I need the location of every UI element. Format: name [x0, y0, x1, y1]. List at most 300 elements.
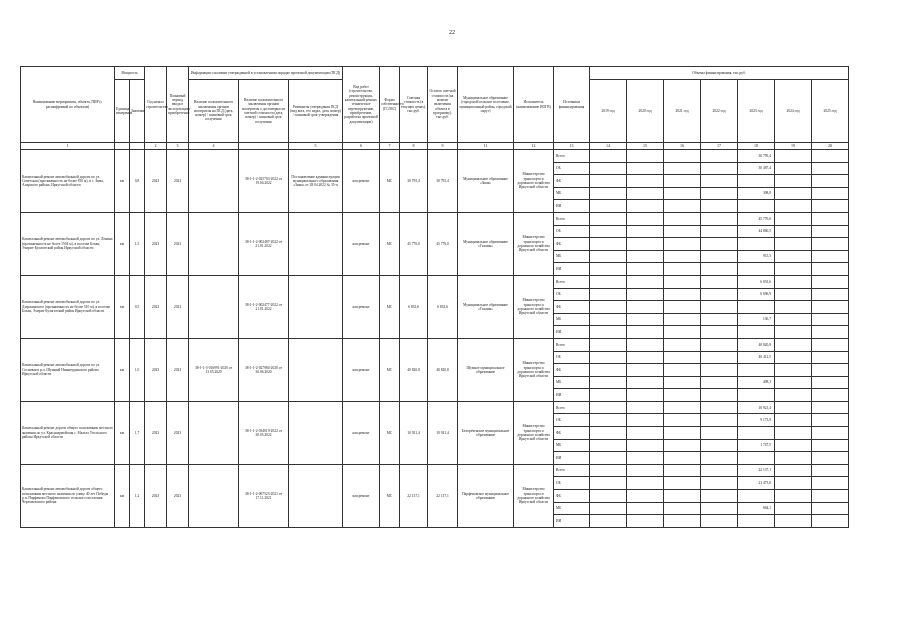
- funding-2023-value: 915,5: [738, 250, 775, 263]
- object-commission-year: 2023: [167, 464, 189, 527]
- object-ownership: МС: [380, 275, 400, 338]
- col-approval-header: Реквизиты утверждения ПСД (вид акта, его издал, дата, номер) / плановый срок утверждения: [289, 80, 343, 143]
- col-number: [130, 143, 145, 150]
- funding-year-cell: [701, 439, 738, 452]
- funding-year-cell: [664, 376, 701, 389]
- funding-year-cell: [812, 250, 849, 263]
- funding-year-cell: [812, 414, 849, 427]
- funding-year-cell: [590, 263, 627, 276]
- col-number: 20: [812, 143, 849, 150]
- funding-source: ИИ: [554, 200, 590, 213]
- funding-year-cell: [812, 515, 849, 528]
- funding-year-cell: [664, 288, 701, 301]
- col-year-header: 2020 год: [627, 80, 664, 143]
- object-start-year: 2023: [145, 338, 167, 401]
- col-number: 7: [380, 143, 400, 150]
- funding-2023-value: 30 487,4: [738, 162, 775, 175]
- object-name: Капитальный ремонт автомобильной дороги общего пользования местного значения по улице 40 лет Победы р.п. Парфеново Парфеновского сельского поселения Черемховского района: [21, 464, 115, 527]
- funding-year-cell: [627, 225, 664, 238]
- funding-year-cell: [627, 200, 664, 213]
- funding-year-cell: [775, 364, 812, 377]
- page-number: 22: [449, 30, 455, 36]
- funding-source: ИИ: [554, 515, 590, 528]
- funding-year-cell: [701, 515, 738, 528]
- object-unit: км: [115, 150, 130, 213]
- object-executor: Министерство транспорта и дорожного хозяйства Иркутской области: [514, 401, 554, 464]
- object-work-type: кап.ремонт: [343, 150, 380, 213]
- object-name: Капитальный ремонт автомобильной дороги по ул. Советская (протяженность не более 810 м), в с. Зима, Аларского района, Иркутской области: [21, 150, 115, 213]
- funding-source: ИИ: [554, 326, 590, 339]
- object-cost-check: 38-1-1-2-002477-2022 от 21.01.2022: [239, 275, 289, 338]
- funding-year-cell: [701, 376, 738, 389]
- funding-year-cell: [775, 401, 812, 414]
- col-number: 9: [428, 143, 458, 150]
- col-number: [239, 143, 289, 150]
- object-capacity-value: 1,5: [130, 212, 145, 275]
- col-number: 17: [701, 143, 738, 150]
- funding-year-cell: [590, 326, 627, 339]
- object-start-year: 2023: [145, 401, 167, 464]
- funding-year-cell: [664, 477, 701, 490]
- funding-year-cell: [664, 338, 701, 351]
- object-municipality: Муниципальное образование «Гаханы»: [458, 275, 514, 338]
- funding-year-cell: [812, 263, 849, 276]
- funding-year-cell: [590, 150, 627, 163]
- funding-source: ФБ: [554, 364, 590, 377]
- object-executor: Министерство транспорта и дорожного хозяйства Иркутской области: [514, 150, 554, 213]
- funding-year-cell: [812, 288, 849, 301]
- funding-year-cell: [775, 301, 812, 314]
- object-executor: Министерство транспорта и дорожного хозяйства Иркутской области: [514, 275, 554, 338]
- funding-source: МБ: [554, 439, 590, 452]
- object-capacity-value: 1,2: [130, 464, 145, 527]
- table-row: [21, 401, 849, 414]
- funding-year-cell: [590, 301, 627, 314]
- funding-year-cell: [590, 490, 627, 503]
- funding-year-cell: [812, 490, 849, 503]
- funding-year-cell: [701, 338, 738, 351]
- object-municipality: Белореченское муниципальное образование: [458, 401, 514, 464]
- col-number: 5: [289, 143, 343, 150]
- funding-year-cell: [627, 212, 664, 225]
- funding-year-cell: [664, 515, 701, 528]
- funding-2023-value: 664,1: [738, 502, 775, 515]
- col-number: 14: [590, 143, 627, 150]
- funding-year-cell: [701, 150, 738, 163]
- object-cost-check: 38-1-1-2-025703-2022 от 19.04.2022: [239, 150, 289, 213]
- funding-year-cell: [590, 351, 627, 364]
- funding-source: МБ: [554, 250, 590, 263]
- col-funding-volume-header: Объемы финансирования, тыс.руб.: [590, 67, 849, 80]
- funding-year-cell: [664, 490, 701, 503]
- funding-year-cell: [775, 515, 812, 528]
- object-start-year: 2023: [145, 275, 167, 338]
- object-name: Капитальный ремонт автомобильной дороги по ул. Дзержинского (протяженность не более 510 м), в поселке Бохан, Эхирит-Булагатский район Иркутской области: [21, 275, 115, 338]
- funding-year-cell: [664, 200, 701, 213]
- funding-2023-value: [738, 389, 775, 402]
- funding-year-cell: [701, 225, 738, 238]
- table-row: [21, 275, 849, 288]
- funding-year-cell: [590, 250, 627, 263]
- funding-year-cell: [775, 288, 812, 301]
- object-expertise: 38-1-1-3-016991-2020 от 13.05.2020: [189, 338, 239, 401]
- funding-year-cell: [775, 502, 812, 515]
- funding-2023-value: 10 921,4: [738, 401, 775, 414]
- funding-year-cell: [775, 338, 812, 351]
- funding-2023-value: 1 747,5: [738, 439, 775, 452]
- object-municipality: Муниципальное образование «Зима»: [458, 150, 514, 213]
- funding-year-cell: [664, 502, 701, 515]
- object-start-year: 2023: [145, 464, 167, 527]
- funding-year-cell: [701, 490, 738, 503]
- funding-year-cell: [590, 175, 627, 188]
- funding-year-cell: [664, 150, 701, 163]
- funding-year-cell: [775, 376, 812, 389]
- funding-source: ФБ: [554, 238, 590, 251]
- funding-year-cell: [627, 401, 664, 414]
- funding-year-cell: [775, 439, 812, 452]
- object-name: Капитальный ремонт автомобильной дороги по ул. Сосновая в р.п. Шумный Нижнеудинского района Иркутской области: [21, 338, 115, 401]
- funding-year-cell: [590, 238, 627, 251]
- funding-year-cell: [701, 212, 738, 225]
- funding-year-cell: [701, 414, 738, 427]
- object-cost-check: 38-1-1-2-067523-2021 от 17.11.2021: [239, 464, 289, 527]
- object-municipality: Парфеновское муниципальное образование: [458, 464, 514, 527]
- funding-year-cell: [701, 250, 738, 263]
- funding-year-cell: [664, 464, 701, 477]
- funding-2023-value: 30 795,4: [738, 150, 775, 163]
- funding-year-cell: [627, 301, 664, 314]
- funding-year-cell: [775, 150, 812, 163]
- object-work-type: кап.ремонт: [343, 212, 380, 275]
- col-number: 3: [167, 143, 189, 150]
- funding-source: Всего: [554, 275, 590, 288]
- object-ownership: МС: [380, 212, 400, 275]
- funding-2023-value: [738, 364, 775, 377]
- object-estimate: 30 795,4: [400, 150, 428, 213]
- funding-2023-value: 136,7: [738, 313, 775, 326]
- object-ownership: МС: [380, 401, 400, 464]
- object-remaining: 6 833,6: [428, 275, 458, 338]
- funding-year-cell: [701, 477, 738, 490]
- col-number: 8: [400, 143, 428, 150]
- col-number: 11: [458, 143, 514, 150]
- funding-2023-value: [738, 515, 775, 528]
- funding-source: ОБ: [554, 351, 590, 364]
- funding-year-cell: [812, 326, 849, 339]
- col-municipality-header: Муниципальное образование (городской/сельское поселение, муниципальный район, городской округ): [458, 67, 514, 143]
- funding-year-cell: [664, 427, 701, 440]
- funding-source: МБ: [554, 313, 590, 326]
- object-expertise: [189, 150, 239, 213]
- funding-source: ИИ: [554, 452, 590, 465]
- col-source-header: Источники финансирования: [554, 67, 590, 143]
- object-municipality: Муниципальное образование «Гаханы»: [458, 212, 514, 275]
- col-number: 19: [775, 143, 812, 150]
- funding-source: ОБ: [554, 225, 590, 238]
- funding-year-cell: [775, 490, 812, 503]
- object-estimate: 40 820,8: [400, 338, 428, 401]
- funding-year-cell: [701, 364, 738, 377]
- funding-2023-value: 9 173,9: [738, 414, 775, 427]
- object-remaining: 22 137,1: [428, 464, 458, 527]
- funding-source: ОБ: [554, 162, 590, 175]
- funding-year-cell: [775, 427, 812, 440]
- table-row: [21, 338, 849, 351]
- object-estimate: 10 921,4: [400, 401, 428, 464]
- funding-2023-value: 6 833,6: [738, 275, 775, 288]
- col-number: 16: [664, 143, 701, 150]
- object-expertise: [189, 401, 239, 464]
- funding-year-cell: [775, 263, 812, 276]
- col-number: 13: [554, 143, 590, 150]
- object-commission-year: 2023: [167, 212, 189, 275]
- object-executor: Министерство транспорта и дорожного хозяйства Иркутской области: [514, 338, 554, 401]
- funding-year-cell: [701, 326, 738, 339]
- funding-2023-value: 408,3: [738, 376, 775, 389]
- funding-year-cell: [775, 414, 812, 427]
- object-ownership: МС: [380, 464, 400, 527]
- funding-year-cell: [664, 414, 701, 427]
- funding-2023-value: [738, 175, 775, 188]
- col-unit-header: Единица измерения: [115, 80, 130, 143]
- funding-year-cell: [664, 439, 701, 452]
- object-remaining: 40 820,8: [428, 338, 458, 401]
- funding-2023-value: 40 412,5: [738, 351, 775, 364]
- funding-year-cell: [627, 439, 664, 452]
- funding-source: ФБ: [554, 427, 590, 440]
- funding-source: ФБ: [554, 175, 590, 188]
- col-number: [115, 143, 130, 150]
- funding-2023-value: 308,0: [738, 187, 775, 200]
- funding-year-cell: [590, 364, 627, 377]
- funding-year-cell: [701, 175, 738, 188]
- object-cost-check: 38-1-1-2-034019-2022 от 30.05.2022: [239, 401, 289, 464]
- object-estimate: 45 776,0: [400, 212, 428, 275]
- funding-year-cell: [590, 288, 627, 301]
- funding-year-cell: [627, 275, 664, 288]
- col-year-header: 2019 год: [590, 80, 627, 143]
- object-unit: км: [115, 338, 130, 401]
- funding-year-cell: [627, 452, 664, 465]
- funding-year-cell: [627, 389, 664, 402]
- object-executor: Министерство транспорта и дорожного хозяйства Иркутской области: [514, 464, 554, 527]
- funding-year-cell: [627, 464, 664, 477]
- funding-year-cell: [590, 212, 627, 225]
- funding-year-cell: [590, 313, 627, 326]
- funding-2023-value: [738, 200, 775, 213]
- funding-year-cell: [627, 263, 664, 276]
- funding-year-cell: [590, 477, 627, 490]
- funding-source: МБ: [554, 376, 590, 389]
- col-number: 4: [189, 143, 239, 150]
- funding-source: Всего: [554, 150, 590, 163]
- col-estimate-header: Сметная стоимость (в текущих ценах), тыс.руб.: [400, 67, 428, 143]
- funding-year-cell: [664, 275, 701, 288]
- col-capacity-header: Мощность: [115, 67, 145, 80]
- funding-year-cell: [664, 250, 701, 263]
- funding-year-cell: [664, 452, 701, 465]
- funding-year-cell: [664, 313, 701, 326]
- funding-2023-value: 6 696,9: [738, 288, 775, 301]
- funding-year-cell: [701, 162, 738, 175]
- funding-year-cell: [590, 502, 627, 515]
- funding-year-cell: [701, 401, 738, 414]
- funding-year-cell: [812, 175, 849, 188]
- funding-source: ОБ: [554, 414, 590, 427]
- col-year-header: 2023 год: [738, 80, 775, 143]
- funding-2023-value: [738, 263, 775, 276]
- object-work-type: кап.ремонт: [343, 275, 380, 338]
- col-name-header: Наименование мероприятия, объекта, ПИР (с расшифровкой по объектам): [21, 67, 115, 143]
- table-row: [21, 212, 849, 225]
- funding-source: Всего: [554, 212, 590, 225]
- funding-year-cell: [775, 389, 812, 402]
- funding-source: МБ: [554, 502, 590, 515]
- object-approval: Постановление администрации муниципального образования «Зима» от 28.04.2022 № 35-п: [289, 150, 343, 213]
- table-row: [21, 464, 849, 477]
- funding-2023-value: 22 137,1: [738, 464, 775, 477]
- funding-year-cell: [590, 275, 627, 288]
- object-start-year: 2023: [145, 150, 167, 213]
- funding-year-cell: [664, 326, 701, 339]
- object-expertise: [189, 275, 239, 338]
- object-approval: [289, 275, 343, 338]
- funding-year-cell: [627, 238, 664, 251]
- object-capacity-value: 0,8: [130, 150, 145, 213]
- funding-year-cell: [627, 515, 664, 528]
- funding-year-cell: [664, 225, 701, 238]
- funding-year-cell: [627, 175, 664, 188]
- funding-year-cell: [812, 200, 849, 213]
- funding-year-cell: [775, 313, 812, 326]
- funding-2023-value: 40 820,8: [738, 338, 775, 351]
- funding-year-cell: [812, 477, 849, 490]
- funding-year-cell: [701, 263, 738, 276]
- funding-year-cell: [701, 187, 738, 200]
- object-name: Капитальный ремонт автомобильной дороги по ул. Ленина (протяженность не более 1504 м), в поселке Бохан, Эхирит-Булагатский район Иркутской области: [21, 212, 115, 275]
- funding-year-cell: [590, 225, 627, 238]
- funding-year-cell: [664, 162, 701, 175]
- funding-year-cell: [812, 364, 849, 377]
- funding-year-cell: [627, 427, 664, 440]
- funding-year-cell: [775, 477, 812, 490]
- col-remaining-header: Остаток сметной стоимости (на момент включения объекта в программу), тыс.руб.: [428, 67, 458, 143]
- object-work-type: кап.ремонт: [343, 401, 380, 464]
- funding-year-cell: [627, 162, 664, 175]
- col-cost-check-header: Наличие положительного заключения органов экспертизы о достоверности сметной стоимости (дата, номер) / плановый срок получения: [239, 80, 289, 143]
- funding-year-cell: [775, 250, 812, 263]
- funding-year-cell: [701, 389, 738, 402]
- funding-year-cell: [627, 150, 664, 163]
- object-remaining: 45 776,0: [428, 212, 458, 275]
- funding-year-cell: [812, 452, 849, 465]
- funding-year-cell: [664, 389, 701, 402]
- object-start-year: 2023: [145, 212, 167, 275]
- funding-year-cell: [701, 301, 738, 314]
- object-capacity-value: 1,7: [130, 401, 145, 464]
- object-name: Капитальный ремонт дороги общего пользования местного значения по ул. Красноармейская с. Мальта Усольского района Иркутской области: [21, 401, 115, 464]
- funding-source: ИИ: [554, 263, 590, 276]
- funding-year-cell: [590, 427, 627, 440]
- funding-year-cell: [701, 452, 738, 465]
- object-commission-year: 2023: [167, 401, 189, 464]
- funding-year-cell: [701, 464, 738, 477]
- funding-year-cell: [701, 427, 738, 440]
- funding-year-cell: [590, 464, 627, 477]
- funding-year-cell: [812, 150, 849, 163]
- funding-year-cell: [701, 200, 738, 213]
- object-ownership: МС: [380, 150, 400, 213]
- object-unit: км: [115, 212, 130, 275]
- funding-year-cell: [701, 351, 738, 364]
- funding-year-cell: [590, 452, 627, 465]
- col-start-year-header: Год начала строительства: [145, 67, 167, 143]
- funding-year-cell: [775, 162, 812, 175]
- funding-2023-value: 21 473,0: [738, 477, 775, 490]
- object-approval: [289, 464, 343, 527]
- funding-year-cell: [812, 212, 849, 225]
- col-number: 15: [627, 143, 664, 150]
- funding-year-cell: [775, 464, 812, 477]
- col-number: 1: [21, 143, 115, 150]
- funding-year-cell: [627, 376, 664, 389]
- funding-year-cell: [590, 439, 627, 452]
- col-commission-header: Плановый период ввода в эксплуатацию/приобретения: [167, 67, 189, 143]
- funding-source: МБ: [554, 187, 590, 200]
- funding-year-cell: [590, 200, 627, 213]
- object-ownership: МС: [380, 338, 400, 401]
- funding-year-cell: [627, 490, 664, 503]
- funding-year-cell: [701, 238, 738, 251]
- object-capacity-value: 0,5: [130, 275, 145, 338]
- object-remaining: 10 921,4: [428, 401, 458, 464]
- funding-year-cell: [701, 313, 738, 326]
- object-expertise: [189, 464, 239, 527]
- object-work-type: кап.ремонт: [343, 338, 380, 401]
- funding-year-cell: [590, 376, 627, 389]
- funding-year-cell: [627, 477, 664, 490]
- funding-year-cell: [590, 162, 627, 175]
- funding-year-cell: [664, 238, 701, 251]
- col-number: 6: [343, 143, 380, 150]
- funding-year-cell: [664, 175, 701, 188]
- funding-year-cell: [775, 225, 812, 238]
- funding-year-cell: [664, 301, 701, 314]
- object-cost-check: 38-1-1-2-027984-2020 от 30.06.2020: [239, 338, 289, 401]
- funding-2023-value: 45 776,0: [738, 212, 775, 225]
- funding-source: ОБ: [554, 477, 590, 490]
- funding-year-cell: [664, 187, 701, 200]
- funding-year-cell: [590, 414, 627, 427]
- funding-year-cell: [590, 187, 627, 200]
- funding-year-cell: [590, 401, 627, 414]
- funding-year-cell: [590, 338, 627, 351]
- funding-year-cell: [812, 187, 849, 200]
- object-commission-year: 2023: [167, 338, 189, 401]
- funding-year-cell: [701, 288, 738, 301]
- funding-year-cell: [775, 175, 812, 188]
- funding-2023-value: [738, 238, 775, 251]
- col-work-type-header: Вид работ (строительство, реконструкция, капитальный ремонт, техническое перевооружение, приобретение, разработка проектной документации): [343, 67, 380, 143]
- col-design-group-header: Информация о наличии утвержденной в установленном порядке проектной документации (ПСД): [189, 67, 343, 80]
- col-year-header: 2024 год: [775, 80, 812, 143]
- object-approval: [289, 212, 343, 275]
- funding-year-cell: [812, 401, 849, 414]
- funding-year-cell: [627, 502, 664, 515]
- funding-year-cell: [775, 326, 812, 339]
- funding-year-cell: [627, 326, 664, 339]
